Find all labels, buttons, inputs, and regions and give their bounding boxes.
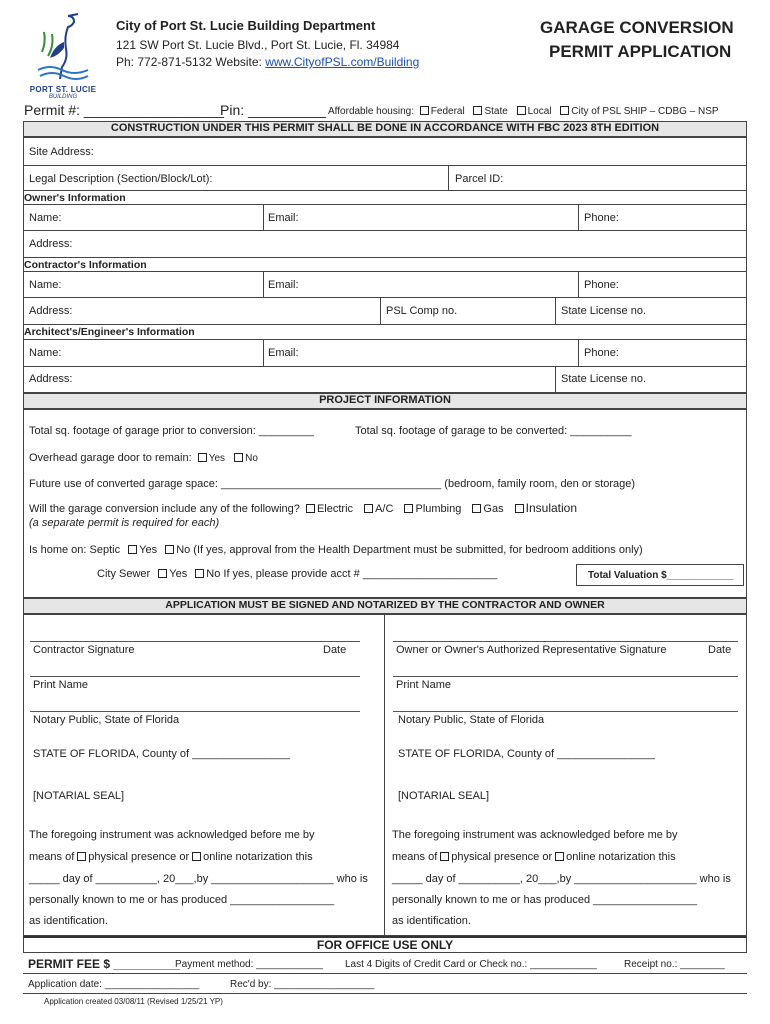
contractor-signature-label[interactable]: Contractor Signature bbox=[33, 644, 135, 656]
gas-label: Gas bbox=[483, 503, 504, 515]
heron-icon bbox=[28, 12, 98, 82]
contractor-ack-line3[interactable]: _____ day of __________, 20___,by ____________________ who is bbox=[29, 873, 368, 885]
owner-print-name-label[interactable]: Print Name bbox=[396, 679, 452, 691]
logo-text: PORT ST. LUCIE bbox=[29, 85, 97, 94]
form-title-line1: GARAGE CONVERSION bbox=[540, 18, 734, 37]
federal-label: Federal bbox=[430, 106, 465, 117]
sewer-no-label: No If yes, please provide acct # ______________________ bbox=[206, 568, 498, 580]
local-label: Local bbox=[527, 106, 552, 117]
architect-name-field[interactable]: Name: bbox=[29, 347, 62, 359]
signature-notice-bar: APPLICATION MUST BE SIGNED AND NOTARIZED BY THE CONTRACTOR AND OWNER bbox=[23, 598, 747, 614]
pin-field[interactable]: Pin: __________ bbox=[220, 102, 326, 118]
office-row1 bbox=[28, 957, 180, 971]
contractor-heading: Contractor's Information bbox=[24, 259, 147, 271]
contractor-ack-line4[interactable]: personally known to me or has produced _________________ bbox=[29, 894, 335, 906]
contractor-seal-label: [NOTARIAL SEAL] bbox=[33, 790, 125, 802]
insulation-label: Insulation bbox=[525, 501, 578, 515]
ac-checkbox[interactable] bbox=[364, 504, 373, 513]
ack-means-label: means of bbox=[392, 851, 438, 863]
electric-checkbox[interactable] bbox=[306, 504, 315, 513]
contractor-print-name-label[interactable]: Print Name bbox=[33, 679, 89, 691]
permit-number-field[interactable]: Permit #: __________________ bbox=[24, 102, 225, 118]
signature-box bbox=[23, 614, 747, 936]
overhead-door-row bbox=[29, 452, 258, 464]
overhead-no-checkbox[interactable] bbox=[234, 453, 243, 462]
septic-no-checkbox[interactable] bbox=[165, 545, 174, 554]
sqft-prior-field[interactable]: Total sq. footage of garage prior to conversion: _________ bbox=[29, 425, 314, 437]
owner-ack-line1: The foregoing instrument was acknowledged before me by bbox=[392, 829, 678, 841]
sewer-no-checkbox[interactable] bbox=[195, 569, 204, 578]
architect-phone-field[interactable]: Phone: bbox=[584, 347, 619, 359]
architect-license-field[interactable]: State License no. bbox=[561, 373, 647, 385]
plumbing-label: Plumbing bbox=[415, 503, 462, 515]
parcel-id-field[interactable]: Parcel ID: bbox=[455, 173, 504, 185]
includes-question: Will the garage conversion include any of the following? bbox=[29, 503, 300, 515]
contractor-notary-label[interactable]: Notary Public, State of Florida bbox=[33, 714, 180, 726]
owner-email-field[interactable]: Email: bbox=[268, 212, 299, 224]
ack-online-label: online notarization this bbox=[203, 851, 313, 863]
psl-label: City of PSL SHIP – CDBG – NSP bbox=[571, 106, 719, 117]
department-contact bbox=[116, 55, 419, 69]
ack-physical-label: physical presence or bbox=[451, 851, 553, 863]
overhead-yes-label: Yes bbox=[208, 453, 226, 464]
form-title-line2: PERMIT APPLICATION bbox=[549, 42, 732, 61]
owner-ack-line5: as identification. bbox=[392, 915, 471, 927]
owner-notary-label[interactable]: Notary Public, State of Florida bbox=[398, 714, 545, 726]
psl-checkbox[interactable] bbox=[560, 106, 569, 115]
state-label: State bbox=[484, 106, 508, 117]
home-on-label: Is home on: Septic bbox=[29, 544, 121, 556]
owner-ack-line2 bbox=[392, 851, 676, 863]
contractor-online-checkbox[interactable] bbox=[192, 852, 201, 861]
septic-yes-label: Yes bbox=[139, 544, 158, 556]
contractor-physical-checkbox[interactable] bbox=[77, 852, 86, 861]
website-link[interactable]: www.CityofPSL.com/Building bbox=[265, 55, 420, 69]
contractor-name-field[interactable]: Name: bbox=[29, 279, 62, 291]
includes-row bbox=[29, 501, 577, 515]
affordable-housing-row bbox=[328, 106, 719, 117]
fbc-notice-bar: CONSTRUCTION UNDER THIS PERMIT SHALL BE DONE IN ACCORDANCE WITH FBC 2023 8TH EDITION bbox=[23, 121, 747, 137]
septic-row bbox=[29, 544, 643, 556]
sqft-converted-field[interactable]: Total sq. footage of garage to be converted: __________ bbox=[355, 425, 632, 437]
electric-label: Electric bbox=[316, 503, 354, 515]
ack-means-label: means of bbox=[29, 851, 75, 863]
contractor-date-label[interactable]: Date bbox=[323, 644, 347, 656]
phone-text: Ph: 772-871-5132 Website: bbox=[116, 55, 262, 69]
contractor-county-field[interactable]: STATE OF FLORIDA, County of ________________ bbox=[33, 748, 291, 760]
department-address: 121 SW Port St. Lucie Blvd., Port St. Lucie, Fl. 34984 bbox=[116, 38, 400, 52]
owner-county-field[interactable]: STATE OF FLORIDA, County of ________________ bbox=[398, 748, 656, 760]
legal-description-field[interactable]: Legal Description (Section/Block/Lot): bbox=[29, 173, 213, 185]
architect-heading: Architect's/Engineer's Information bbox=[24, 326, 195, 338]
owner-address-field[interactable]: Address: bbox=[29, 238, 73, 250]
footer-revision: Application created 03/08/11 (Revised 1/25/21 YP) bbox=[44, 997, 223, 1006]
department-name: City of Port St. Lucie Building Department bbox=[116, 18, 376, 33]
ack-online-label: online notarization this bbox=[566, 851, 676, 863]
contractor-ack-line1: The foregoing instrument was acknowledged before me by bbox=[29, 829, 315, 841]
owner-ack-line4[interactable]: personally known to me or has produced _________________ bbox=[392, 894, 698, 906]
sewer-yes-checkbox[interactable] bbox=[158, 569, 167, 578]
state-checkbox[interactable] bbox=[473, 106, 482, 115]
contractor-ack-line2 bbox=[29, 851, 313, 863]
received-by-field[interactable]: Rec'd by: __________________ bbox=[230, 979, 375, 990]
owner-phone-field[interactable]: Phone: bbox=[584, 212, 619, 224]
last4-field[interactable]: Last 4 Digits of Credit Card or Check no.: ____________ bbox=[345, 959, 597, 970]
insulation-checkbox[interactable] bbox=[515, 504, 524, 513]
septic-no-label: No (If yes, approval from the Health Department must be submitted, for bedroom additions only) bbox=[176, 544, 643, 556]
permit-fee-field[interactable]: PERMIT FEE $ __________ bbox=[28, 957, 181, 971]
architect-email-field[interactable]: Email: bbox=[268, 347, 299, 359]
local-checkbox[interactable] bbox=[517, 106, 526, 115]
affordable-label: Affordable housing: bbox=[328, 106, 414, 117]
owner-heading: Owner's Information bbox=[24, 192, 126, 204]
contractor-email-field[interactable]: Email: bbox=[268, 279, 299, 291]
project-info-bar: PROJECT INFORMATION bbox=[23, 393, 747, 409]
contractor-license-field[interactable]: State License no. bbox=[561, 305, 647, 317]
payment-method-field[interactable]: Payment method: ____________ bbox=[175, 959, 323, 970]
owner-online-checkbox[interactable] bbox=[555, 852, 564, 861]
site-address-field[interactable]: Site Address: bbox=[29, 146, 94, 158]
federal-checkbox[interactable] bbox=[420, 106, 429, 115]
owner-ack-line3[interactable]: _____ day of __________, 20___,by ____________________ who is bbox=[392, 873, 731, 885]
plumbing-checkbox[interactable] bbox=[404, 504, 413, 513]
septic-yes-checkbox[interactable] bbox=[128, 545, 137, 554]
total-valuation-field: Total Valuation $____________ bbox=[588, 570, 734, 581]
architect-address-field[interactable]: Address: bbox=[29, 373, 73, 385]
overhead-no-label: No bbox=[245, 453, 258, 464]
contractor-address-field[interactable]: Address: bbox=[29, 305, 73, 317]
future-use-field[interactable]: Future use of converted garage space: ____________________________________ (bedroom, family room, den or storage) bbox=[29, 478, 636, 490]
receipt-field[interactable]: Receipt no.: ________ bbox=[624, 959, 725, 970]
contractor-comp-field[interactable]: PSL Comp no. bbox=[386, 305, 458, 317]
contractor-phone-field[interactable]: Phone: bbox=[584, 279, 619, 291]
owner-signature-label[interactable]: Owner or Owner's Authorized Representative Signature bbox=[396, 644, 667, 656]
sewer-yes-label: Yes bbox=[169, 568, 188, 580]
separate-permit-note: (a separate permit is required for each) bbox=[29, 517, 220, 529]
ack-physical-label: physical presence or bbox=[88, 851, 190, 863]
contractor-ack-line5: as identification. bbox=[29, 915, 108, 927]
city-logo bbox=[28, 12, 98, 100]
office-use-bar: FOR OFFICE USE ONLY bbox=[23, 936, 747, 953]
application-date-field[interactable]: Application date: _________________ bbox=[28, 979, 200, 990]
owner-physical-checkbox[interactable] bbox=[440, 852, 449, 861]
ac-label: A/C bbox=[375, 503, 394, 515]
overhead-label: Overhead garage door to remain: bbox=[29, 452, 192, 464]
owner-seal-label: [NOTARIAL SEAL] bbox=[398, 790, 490, 802]
sewer-row bbox=[97, 568, 497, 580]
logo-subtext: BUILDING bbox=[48, 94, 78, 100]
overhead-yes-checkbox[interactable] bbox=[198, 453, 207, 462]
gas-checkbox[interactable] bbox=[472, 504, 481, 513]
owner-date-label[interactable]: Date bbox=[708, 644, 732, 656]
owner-name-field[interactable]: Name: bbox=[29, 212, 62, 224]
city-sewer-label: City Sewer bbox=[97, 568, 151, 580]
